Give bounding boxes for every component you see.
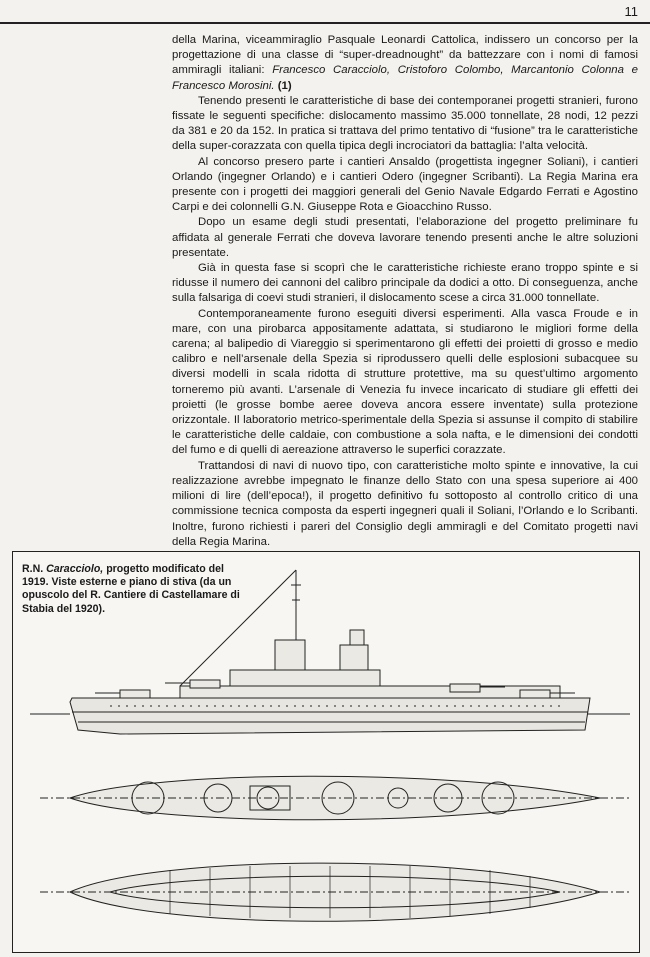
paragraph-5: Già in questa fase si scoprì che le caratteristiche richieste erano troppo spinte e si ridusse il numero dei cannoni del calibro principale da dodici a otto. Di conseguenza, anche sulla falsariga di coevi studi stranieri, il dislocamento scese a circa 31.000 tonnellate. xyxy=(172,262,638,305)
page-number: 11 xyxy=(624,4,638,19)
paragraph-1: della Marina, viceammiraglio Pasquale Leonardi Cattolica, indissero un concorso per la progettazione di una classe di “super-dreadnought” da battezzare con i nomi di famosi ammiragli italiani: Francesco Caracciolo, Cristoforo Colombo, Marcantonio Colonna e Francesco Morosini. (1) xyxy=(172,34,638,92)
ship-hold-plan xyxy=(40,863,630,921)
paragraph-2: Tenendo presenti le caratteristiche di base dei contemporanei progetti stranieri, furono fissate le seguenti specifiche: dislocamento massimo 35.000 tonnellate, 28 nodi, 12 pezzi da 381 e 20 da 152. In pratica si trattava del primo tentativo di “fusione” tra le caratteristiche della super-corazzata con quella tipica degli incrociatori da battaglia: l’alta velocità. xyxy=(172,94,638,153)
paragraph-3: Al concorso presero parte i cantieri Ansaldo (progettista ingegner Soliani), i cantieri Orlando (ingegner Orlando) e i cantieri Odero (ingegner Scribanti). La Regia Marina era presente con i progetti dei maggiori generali del Genio Navale Edgardo Ferrati e Agostino Carpi e dei colonnelli G.N. Giuseppe Rota e Gioacchino Russo. xyxy=(172,155,638,214)
paragraph-6: Contemporaneamente furono eseguiti diversi esperimenti. Alla vasca Froude e in mare, con una pirobarca appositamente adattata, si studiarono le migliori forme della carena; al balipedio di Viareggio si sperimentarono gli effetti dei proietti di grosso e medio calibro e nell’arsenale della Spezia si riprodussero quelli delle esplosioni subacquee su diversi modelli in scala ridotta di strutture protettive, ma su quest’ultimo argomento torneremo più avanti. L’arsenale di Venezia fu invece incaricato di studiare gli effetti dei proietti (le grosse bombe aeree doveva ancora essere inventate) sulla protezione orizzontale. Il laboratorio metrico-sperimentale della Spezia si assunse il compito di stabilire le caratteristiche delle caldaie, con combustione a sola nafta, e le dimensioni dei condotti del fumo e di quelli di aereazione attraverso le superfici corazzate. xyxy=(172,307,638,457)
ship-side-profile xyxy=(30,570,630,734)
ship-top-view xyxy=(40,776,630,820)
figure-caption: R.N. Caracciolo, progetto modificato del 1919. Viste esterne e piano di stiva (da un opuscolo del R. Cantiere di Castellamare di Stabia del 1920). xyxy=(22,563,240,615)
paragraph-7: Trattandosi di navi di nuovo tipo, con caratteristiche molto spinte e innovative, la cui realizzazione avrebbe impegnato le finanze dello Stato con una spesa superiore ai 400 milioni di lire (dell’epoca!), il progetto definitivo fu sottoposto al controllo critico di una commissione tecnica composta da esperti ingegneri quali il Soliani, l’Orlando e lo Scribanti. Inoltre, furono richiesti i pareri del Consiglio degli ammiragli e del Comitato progetti navi della Regia Marina. xyxy=(172,459,638,548)
paragraph-4: Dopo un esame degli studi presentati, l’elaborazione del progetto preliminare fu affidata al generale Ferrati che doveva lavorare tenendo presenti anche le altre soluzioni presentate. xyxy=(172,216,638,259)
